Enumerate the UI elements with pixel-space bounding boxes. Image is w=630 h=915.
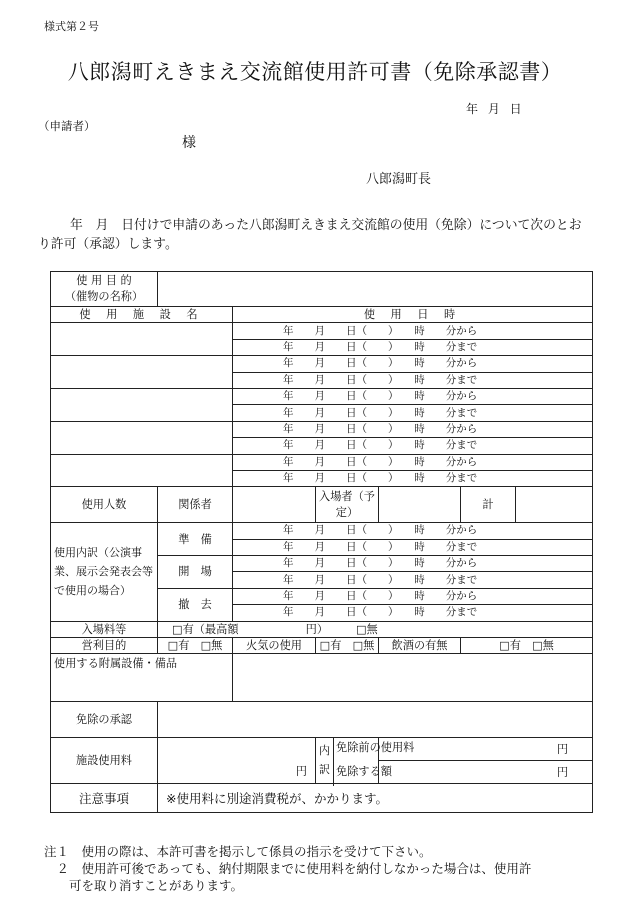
purpose-header [51, 272, 158, 307]
datetime-until-4: 年 月 日（ ） 時 分まで [233, 438, 593, 454]
staff-field[interactable] [233, 487, 316, 523]
open-label: 開 場 [158, 556, 233, 589]
profit-label: 営利目的 [51, 638, 158, 654]
equipment-field[interactable] [233, 654, 593, 702]
facility-field-1[interactable] [51, 323, 233, 356]
datetime-from-5: 年 月 日（ ） 時 分から [233, 454, 593, 470]
alcohol-options[interactable]: □有 □無 [461, 638, 593, 654]
document-title: 八郎潟町えきまえ交流館使用許可書（免除承認書） [67, 60, 563, 84]
facility-field-3[interactable] [51, 388, 233, 421]
teardown-from: 年 月 日（ ） 時 分から [233, 588, 593, 604]
fee-yen: 円 [295, 765, 307, 779]
fire-label: 火気の使用 [233, 638, 316, 654]
applicant-label: （申請者） [38, 119, 96, 133]
purpose-field[interactable] [158, 272, 593, 307]
breakdown-char-1: 内 [319, 744, 330, 758]
permit-table [50, 271, 593, 813]
open-until: 年 月 日（ ） 時 分まで [233, 572, 593, 588]
pre-exemption-yen: 円 [556, 742, 569, 756]
fee-label: 施設使用料 [51, 738, 158, 784]
exemption-label: 免除の承認 [51, 702, 158, 738]
fire-options[interactable]: □有 □無 [316, 638, 379, 654]
exemption-field[interactable] [158, 702, 593, 738]
body-text: 年 月 日付けで申請のあった八郎潟町えきまえ交流館の使用（免除）について次のとおり許可（承認）します。 [38, 218, 582, 252]
prep-label: 準 備 [158, 523, 233, 556]
prep-until: 年 月 日（ ） 時 分まで [233, 539, 593, 555]
form-number: 様式第２号 [44, 20, 99, 33]
note-2b: 可を取り消すことがあります。 [44, 878, 244, 893]
total-field[interactable] [516, 487, 593, 523]
caution-label: 注意事項 [51, 784, 158, 813]
datetime-from-3: 年 月 日（ ） 時 分から [233, 388, 593, 404]
note-2a: ２ 使用許可後であっても、納付期限までに使用料を納付しなかった場合は、使用許 [44, 861, 532, 876]
pre-exemption-fee-label: 免除前の使用料 [336, 741, 415, 755]
teardown-until: 年 月 日（ ） 時 分まで [233, 605, 593, 621]
exempt-amount-field[interactable] [379, 761, 593, 784]
staff-label: 関係者 [158, 487, 233, 523]
datetime-from-1: 年 月 日（ ） 時 分から [233, 323, 593, 339]
breakdown-char-2: 訳 [319, 763, 330, 777]
issue-date: 年 月 日 [466, 102, 522, 116]
datetime-from-4: 年 月 日（ ） 時 分から [233, 421, 593, 437]
notes [44, 843, 531, 894]
profit-options[interactable]: □有 □無 [158, 638, 233, 654]
purpose-label: 使 用 目 的 [76, 274, 132, 287]
datetime-from-2: 年 月 日（ ） 時 分から [233, 356, 593, 372]
datetime-until-5: 年 月 日（ ） 時 分まで [233, 470, 593, 486]
equipment-label: 使用する附属設備・備品 [51, 654, 233, 702]
open-from: 年 月 日（ ） 時 分から [233, 556, 593, 572]
facility-field-2[interactable] [51, 356, 233, 389]
datetime-until-1: 年 月 日（ ） 時 分まで [233, 339, 593, 355]
facility-header: 使 用 施 設 名 [51, 307, 233, 323]
teardown-label: 撤 去 [158, 588, 233, 621]
issuer-name: 八郎潟町長 [366, 172, 432, 187]
caution-text: ※使用料に別途消費税が、かかります。 [158, 784, 593, 813]
usage-datetime-header: 使 用 日 時 [233, 307, 593, 323]
visitors-label: 入場者（予定） [316, 487, 379, 523]
attendees-label: 使用人数 [51, 487, 158, 523]
datetime-until-3: 年 月 日（ ） 時 分まで [233, 405, 593, 421]
admission-fee-options[interactable]: □有（最高額 円） □無 [158, 621, 593, 637]
admission-fee-label: 入場料等 [51, 621, 158, 637]
exempt-amount-yen: 円 [556, 765, 569, 779]
breakdown-box [316, 738, 415, 784]
alcohol-label: 飲酒の有無 [379, 638, 461, 654]
facility-field-5[interactable] [51, 454, 233, 487]
exempt-amount-label: 免除する額 [336, 765, 392, 779]
note-1: 注１ 使用の際は、本許可書を掲示して係員の指示を受けて下さい。 [44, 844, 432, 859]
prep-from: 年 月 日（ ） 時 分から [233, 523, 593, 539]
facility-field-4[interactable] [51, 421, 233, 454]
honorific: 様 [182, 135, 196, 151]
fee-field[interactable] [158, 738, 316, 784]
total-label: 計 [461, 487, 516, 523]
event-name-label: （催物の名称） [64, 290, 144, 303]
visitors-field[interactable] [379, 487, 461, 523]
breakdown-label: 使用内訳（公演事業、展示会発表会等で使用の場合） [51, 523, 158, 621]
datetime-until-2: 年 月 日（ ） 時 分まで [233, 372, 593, 388]
